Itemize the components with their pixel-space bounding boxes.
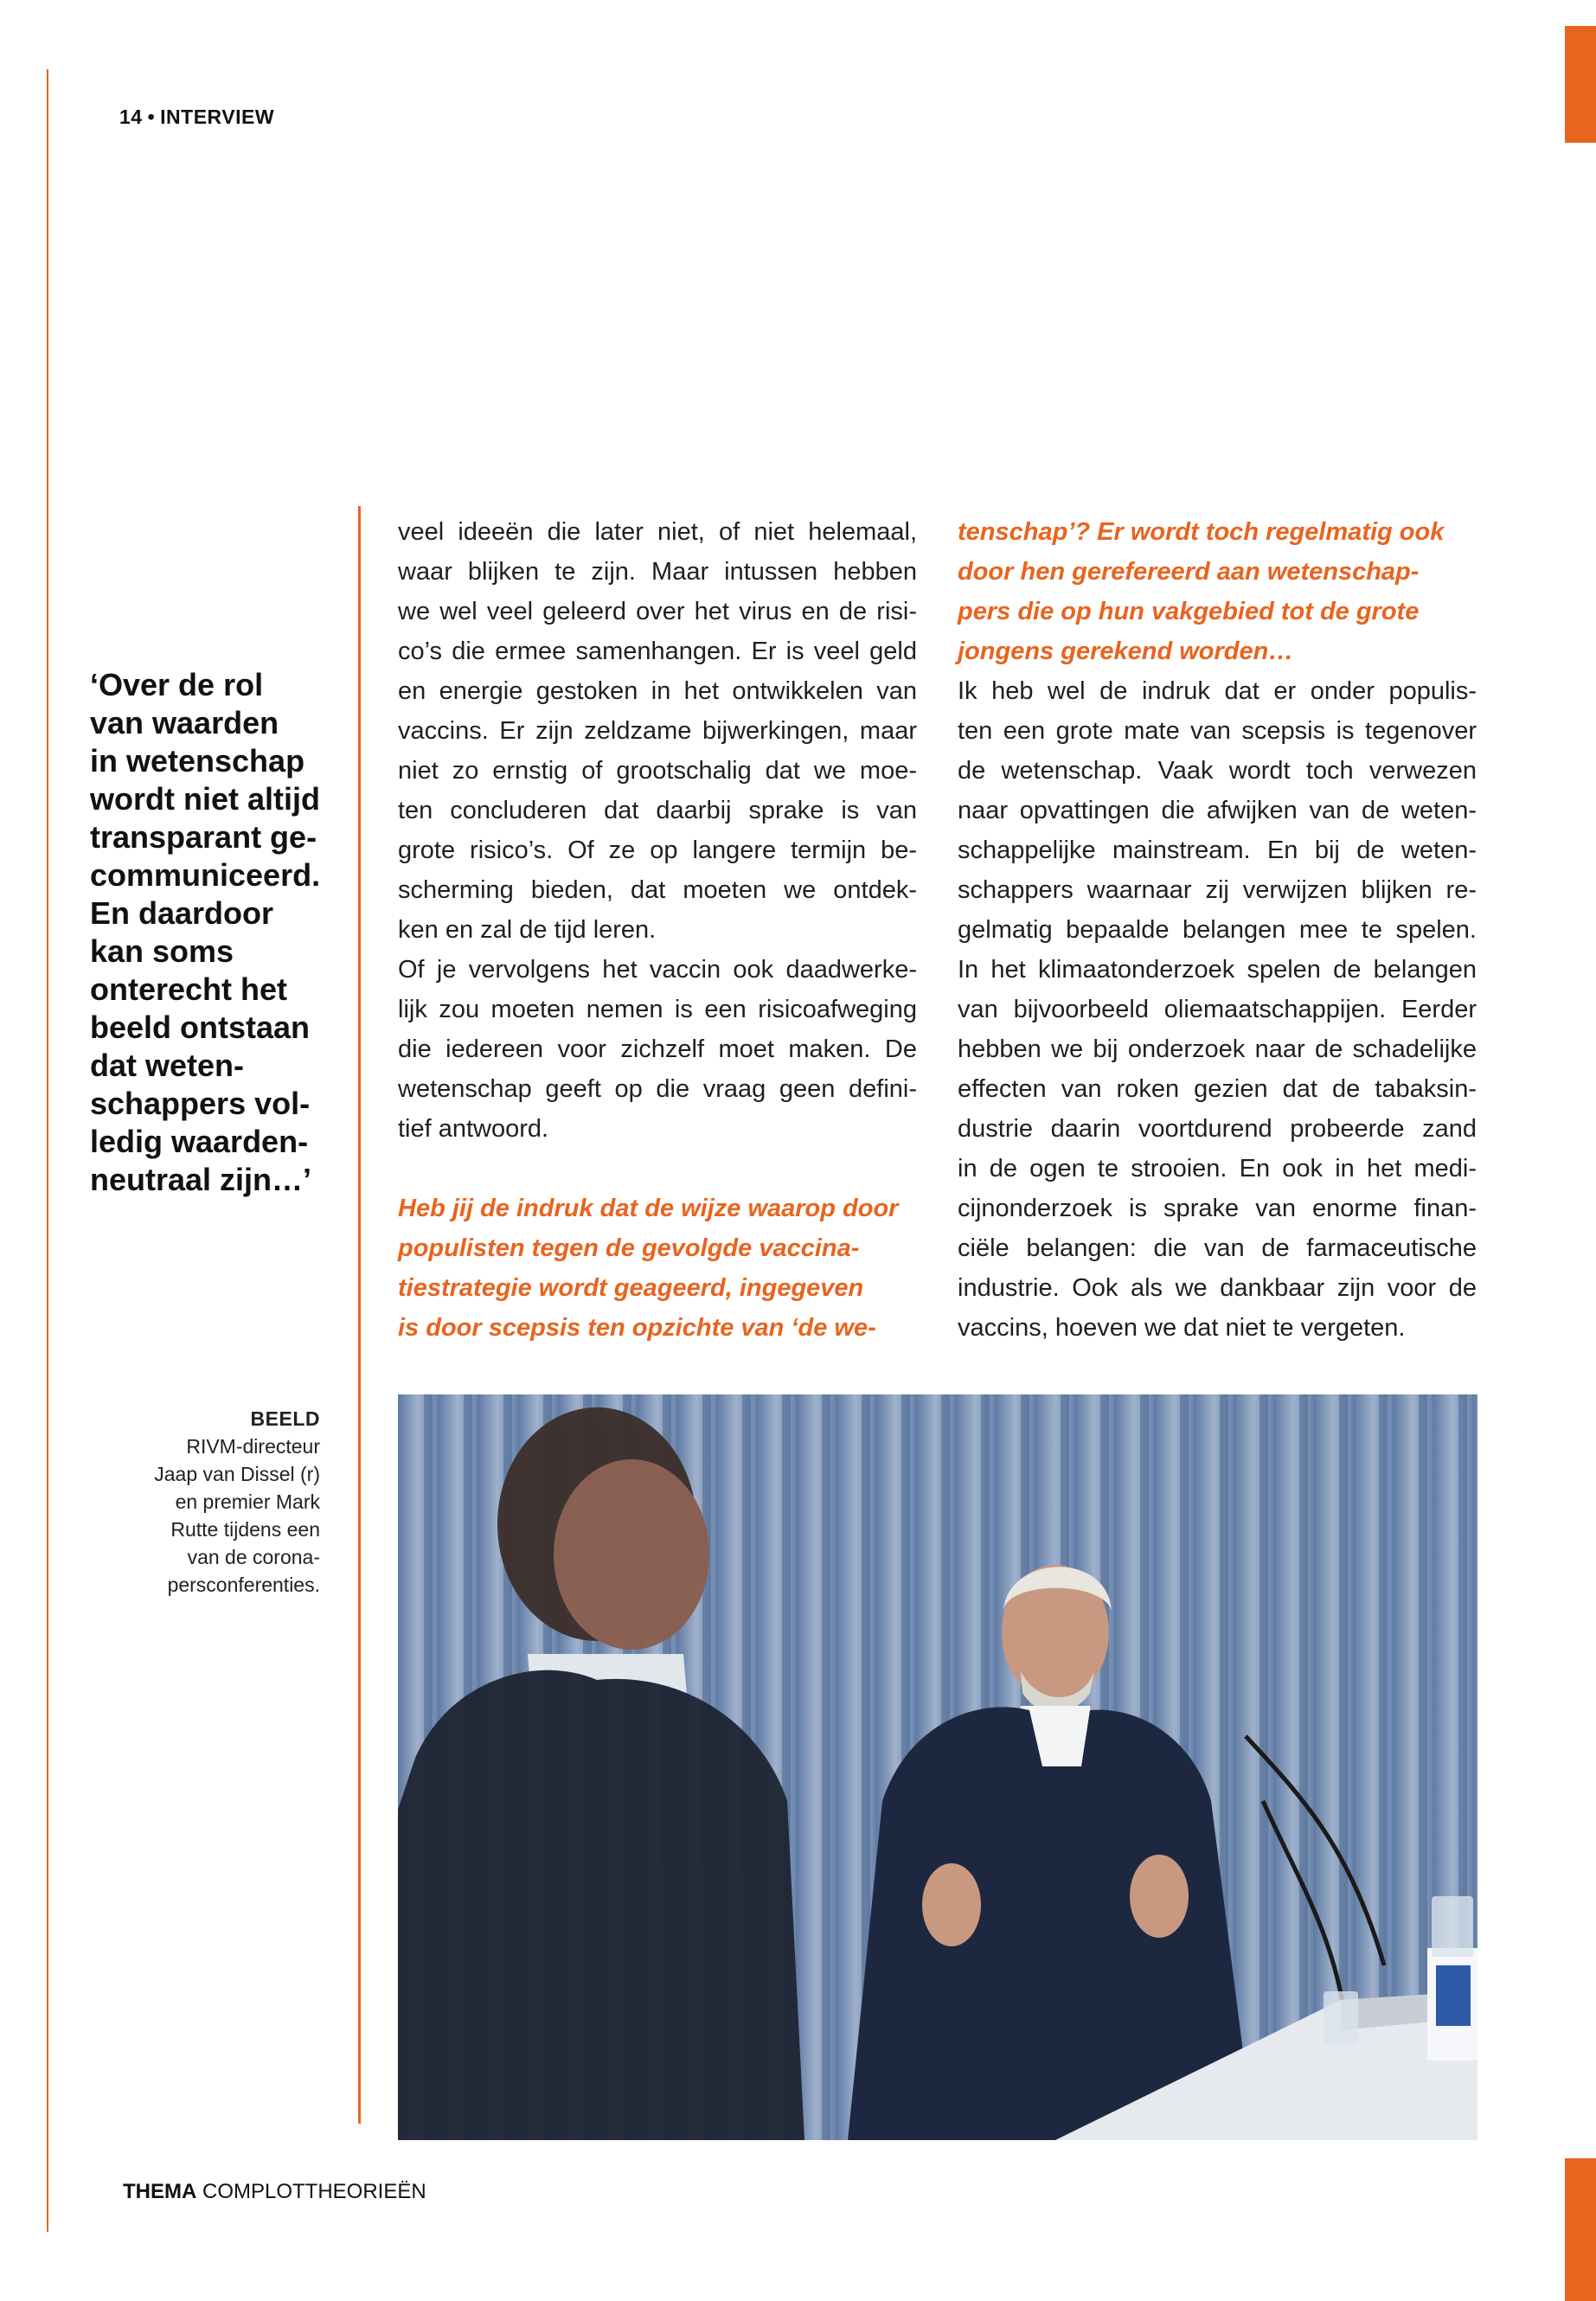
margin-rule (47, 69, 48, 2232)
body-line: cijnonderzoek is sprake van enorme finan- (958, 1195, 1477, 1222)
body-paragraph (958, 671, 1477, 1348)
caption-line: Rutte tijdens een (170, 1518, 320, 1541)
body-column-right (958, 512, 1477, 1348)
body-line: tief antwoord. (398, 1115, 549, 1143)
pull-quote-line: in wetenschap (90, 743, 305, 779)
section-title: INTERVIEW (160, 106, 275, 128)
body-line: waar blijken te zijn. Maar intussen hebben (398, 558, 917, 586)
caption-line: persconferenties. (167, 1574, 320, 1596)
caption-line: van de corona- (187, 1546, 320, 1568)
running-head (119, 106, 274, 129)
pull-quote-line: neutraal zijn…’ (90, 1162, 312, 1197)
body-line: die iedereen voor zichzelf moet maken. De (398, 1035, 917, 1063)
body-line: en energie gestoken in het ontwikkelen van (398, 677, 917, 705)
body-line: scherming bieden, dat moeten we ontdek- (398, 876, 917, 904)
caption-line: en premier Mark (175, 1490, 320, 1513)
body-line: vaccins, hoeven we dat niet te vergeten. (958, 1314, 1406, 1342)
press-conference-photo (398, 1394, 1477, 2140)
question-line: is door scepsis ten opzichte van ‘de we- (398, 1314, 876, 1342)
body-paragraph (398, 950, 917, 1149)
question-line: tiestrategie wordt geageerd, ingegeven (398, 1274, 864, 1302)
question-line: tenschap’? Er wordt toch regelmatig ook (958, 518, 1445, 546)
body-line: schappelijke mainstream. En bij de weten- (958, 836, 1477, 864)
column-rule (358, 506, 361, 2124)
body-line: gelmatig bepaalde belangen mee te spelen. (958, 916, 1477, 944)
page-number: 14 (119, 106, 143, 128)
body-line: lijk zou moeten nemen is een risicoafweging (398, 996, 917, 1023)
body-line: schappers waarnaar zij verwijzen blijken re- (958, 876, 1477, 904)
pull-quote-line: schappers vol- (90, 1086, 311, 1121)
paragraph-gap (398, 1149, 917, 1189)
body-line: co’s die ermee samenhangen. Er is veel geld (398, 638, 917, 665)
body-line: van bijvoorbeeld oliemaatschappijen. Eerder (958, 996, 1477, 1023)
body-line: ken en zal de tijd leren. (398, 916, 657, 944)
question-line: Heb jij de indruk dat de wijze waarop door (398, 1195, 899, 1222)
pull-quote-line: kan soms (90, 933, 234, 969)
body-paragraph (398, 512, 917, 950)
caption-label: BEELD (250, 1407, 320, 1430)
footer-theme-title: COMPLOTTHEORIEËN (202, 2180, 426, 2203)
interview-question (958, 512, 1477, 671)
page-edge-tab-bottom (1565, 2158, 1596, 2301)
body-line: Ik heb wel de indruk dat er onder populis- (958, 677, 1477, 705)
question-line: jongens gerekend worden… (958, 638, 1294, 665)
header-separator: • (147, 106, 156, 128)
body-line: niet zo ernstig of grootschalig dat we moe- (398, 757, 917, 785)
body-line: dustrie daarin voortdurend probeerde zand (958, 1115, 1477, 1143)
footer (123, 2180, 426, 2204)
body-line: industrie. Ook als we dankbaar zijn voor de (958, 1274, 1477, 1302)
body-line: vaccins. Er zijn zeldzame bijwerkingen, maar (398, 717, 917, 745)
pull-quote-line: ‘Over de rol (90, 667, 264, 702)
pull-quote-line: En daardoor (90, 895, 274, 931)
pull-quote (90, 666, 341, 1199)
body-line: naar opvattingen die afwijken van de weten- (958, 797, 1477, 824)
body-line: wetenschap geeft op die vraag geen defini- (398, 1075, 917, 1103)
pull-quote-line: dat weten- (90, 1048, 245, 1083)
question-line: pers die op hun vakgebied tot de grote (958, 598, 1420, 625)
pull-quote-line: wordt niet altijd (90, 781, 320, 817)
body-line: ciële belangen: die van de farmaceutische (958, 1234, 1477, 1262)
photo-illustration (398, 1394, 1477, 2140)
body-line: de wetenschap. Vaak wordt toch verwezen (958, 757, 1477, 785)
body-line: grote risico’s. Of ze op langere termijn be- (398, 836, 917, 864)
body-line: Of je vervolgens het vaccin ook daadwerke- (398, 956, 917, 984)
body-line: we wel veel geleerd over het virus en de risi- (398, 598, 917, 625)
body-line: in de ogen te strooien. En ook in het medi- (958, 1155, 1477, 1183)
pull-quote-line: communiceerd. (90, 857, 321, 893)
body-line: ten concluderen dat daarbij sprake is van (398, 797, 917, 824)
caption-line: Jaap van Dissel (r) (154, 1463, 320, 1485)
body-line: In het klimaatonderzoek spelen de belangen (958, 956, 1477, 984)
photo-caption (87, 1405, 320, 1599)
pull-quote-line: onterecht het (90, 971, 288, 1007)
caption-line: RIVM-directeur (186, 1435, 320, 1458)
footer-theme-label: THEMA (123, 2180, 197, 2203)
body-line: veel ideeën die later niet, of niet helemaal, (398, 518, 917, 546)
body-line: hebben we bij onderzoek naar de schadelijke (958, 1035, 1477, 1063)
body-line: ten een grote mate van scepsis is tegenover (958, 717, 1477, 745)
interview-question (398, 1189, 917, 1348)
pull-quote-line: transparant ge- (90, 819, 317, 855)
pull-quote-line: beeld ontstaan (90, 1009, 311, 1045)
pull-quote-line: van waarden (90, 705, 279, 740)
body-column-left (398, 512, 917, 1348)
page-edge-tab-top (1565, 26, 1596, 143)
body-line: effecten van roken gezien dat de tabaksin- (958, 1075, 1477, 1103)
question-line: door hen gerefereerd aan wetenschap- (958, 558, 1420, 586)
question-line: populisten tegen de gevolgde vaccina- (398, 1234, 860, 1262)
pull-quote-line: ledig waarden- (90, 1124, 309, 1159)
